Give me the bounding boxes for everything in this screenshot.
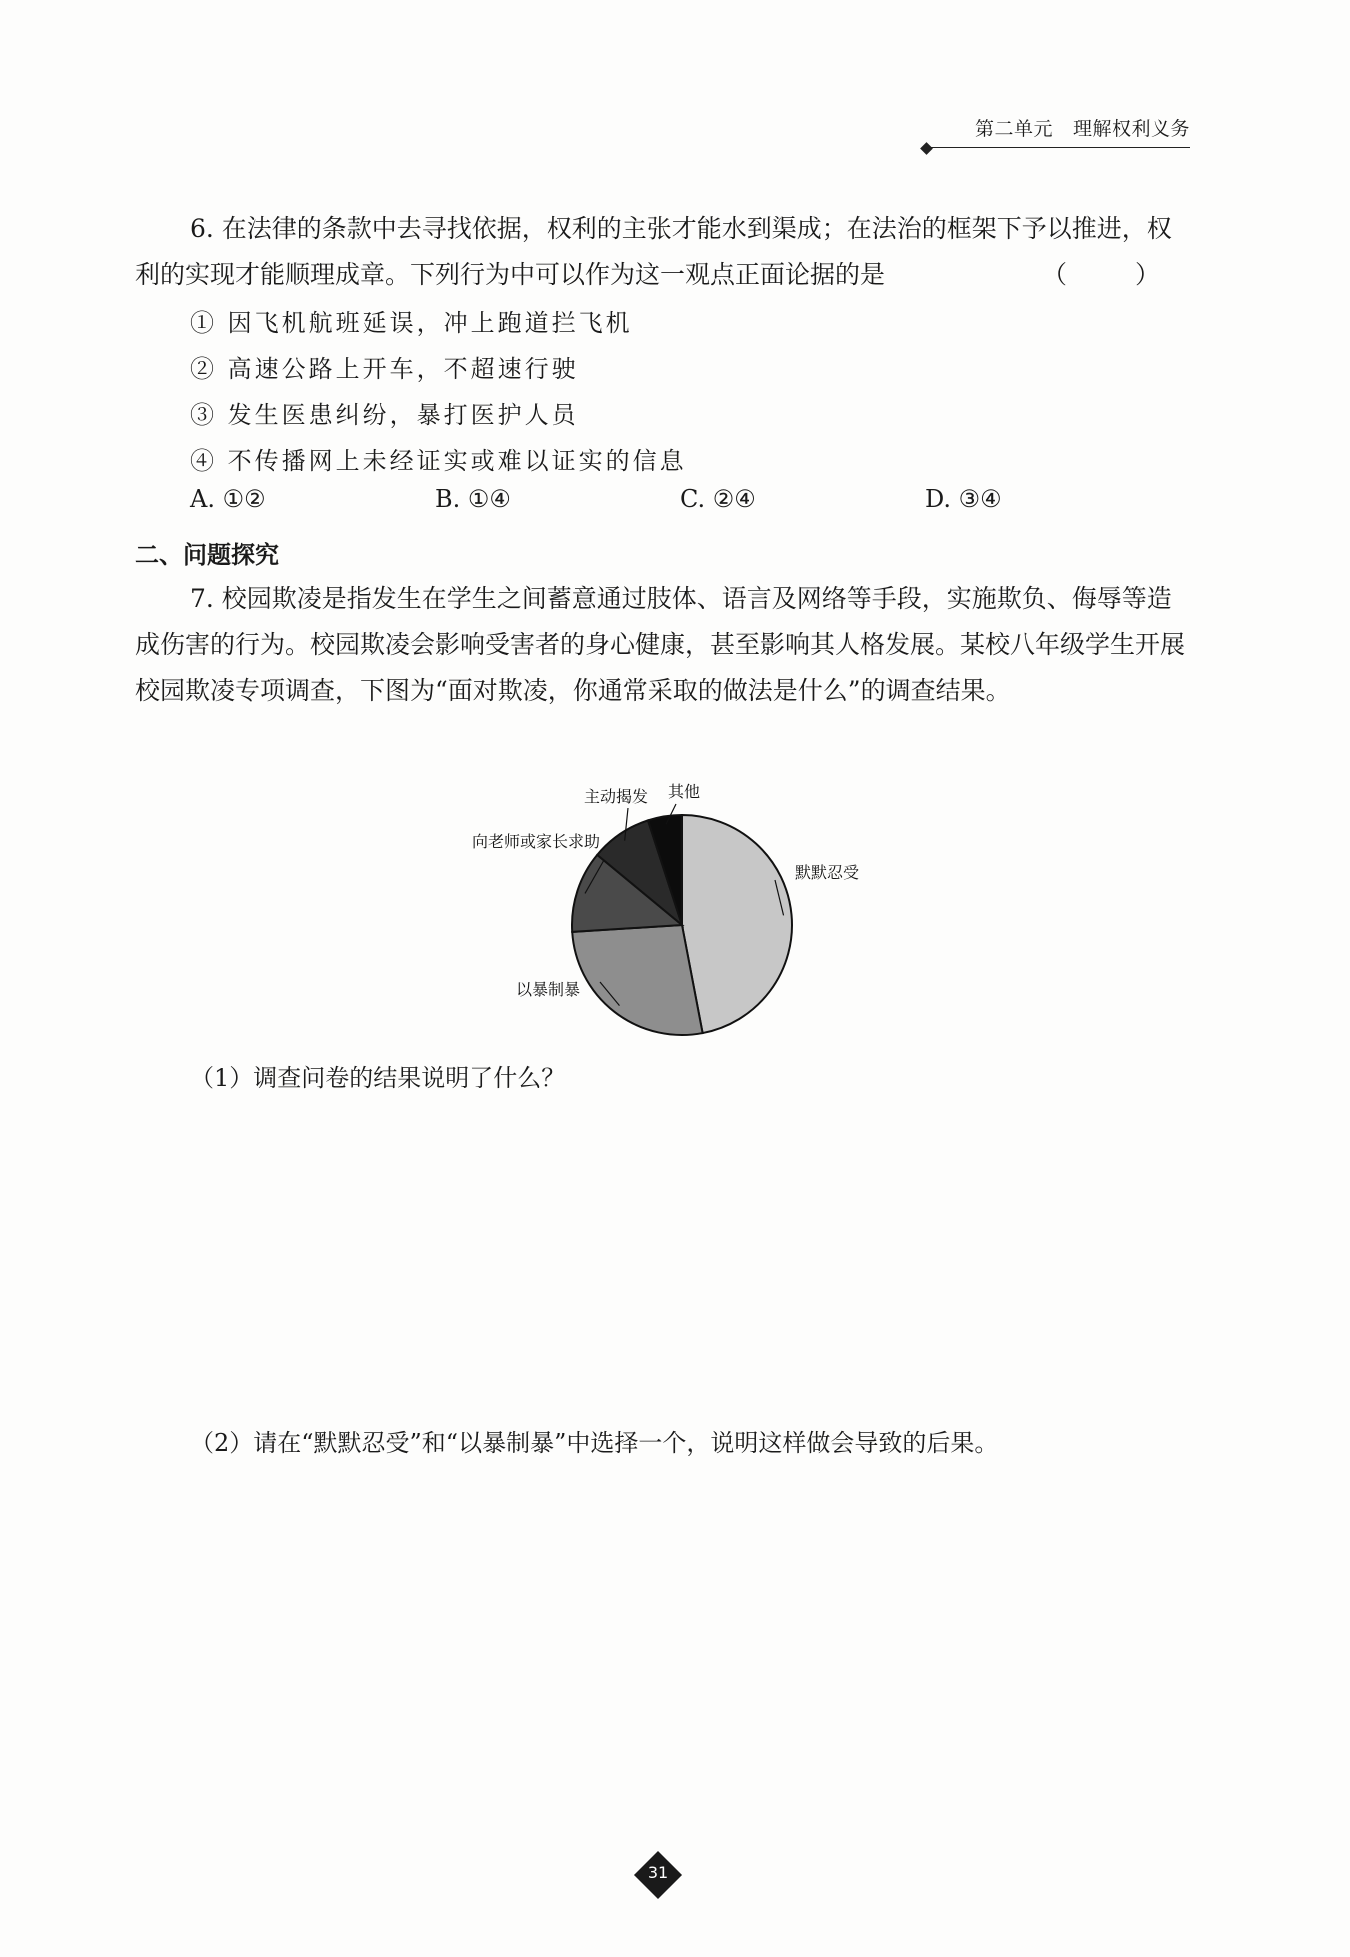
choice-b: B. ①④ — [435, 485, 511, 513]
page-header — [918, 114, 1190, 148]
header-rule — [930, 147, 1190, 148]
header-unit: 第二单元 — [974, 118, 1053, 140]
option-1: ① 因飞机航班延误，冲上跑道拦飞机 — [190, 309, 633, 337]
pie-slice — [682, 815, 792, 1033]
slice-label: 其他 — [668, 782, 701, 801]
choice-d: D. ③④ — [925, 485, 1002, 513]
slice-label: 向老师或家长求助 — [471, 832, 600, 851]
question-7-stem: 7. 校园欺凌是指发生在学生之间蓄意通过肢体、语言及网络等手段，实施欺负、侮辱等造成伤害的行为。校园欺凌会影响受害者的身心健康，甚至影响其人格发展。某校八年级学生开展校园欺凌专项调查，下图为“面对欺凌，你通常采取的做法是什么”的调查结果。 — [135, 584, 1186, 705]
sub-question-1: （1）调查问卷的结果说明了什么？ — [190, 1064, 566, 1092]
question-6-stem: 6. 在法律的条款中去寻找依据，权利的主张才能水到渠成；在法治的框架下予以推进，权利的实现才能顺理成章。下列行为中可以作为这一观点正面论据的是 （ ） — [135, 206, 1190, 298]
slice-label: 主动揭发 — [583, 787, 648, 806]
slice-label: 默默忍受 — [795, 863, 860, 882]
header-title: 理解权利义务 — [1072, 118, 1190, 140]
choice-c: C. ②④ — [680, 485, 756, 513]
answer-paren: （ ） — [1042, 260, 1190, 289]
option-3: ③ 发生医患纠纷，暴打医护人员 — [190, 401, 579, 429]
sub-question-2: （2）请在“默默忍受”和“以暴制暴”中选择一个，说明这样做会导致的后果。 — [190, 1429, 999, 1457]
pie-chart — [430, 770, 900, 1050]
option-4: ④ 不传播网上未经证实或难以证实的信息 — [190, 447, 687, 475]
slice-label: 以暴制暴 — [515, 980, 580, 999]
pie-slice — [572, 925, 702, 1035]
option-2: ② 高速公路上开车，不超速行驶 — [190, 355, 579, 383]
page-number: 31 — [633, 1850, 683, 1900]
diamond-icon — [920, 142, 933, 155]
section-title: 二、问题探究 — [135, 541, 279, 569]
choice-a: A. ①② — [190, 485, 266, 513]
